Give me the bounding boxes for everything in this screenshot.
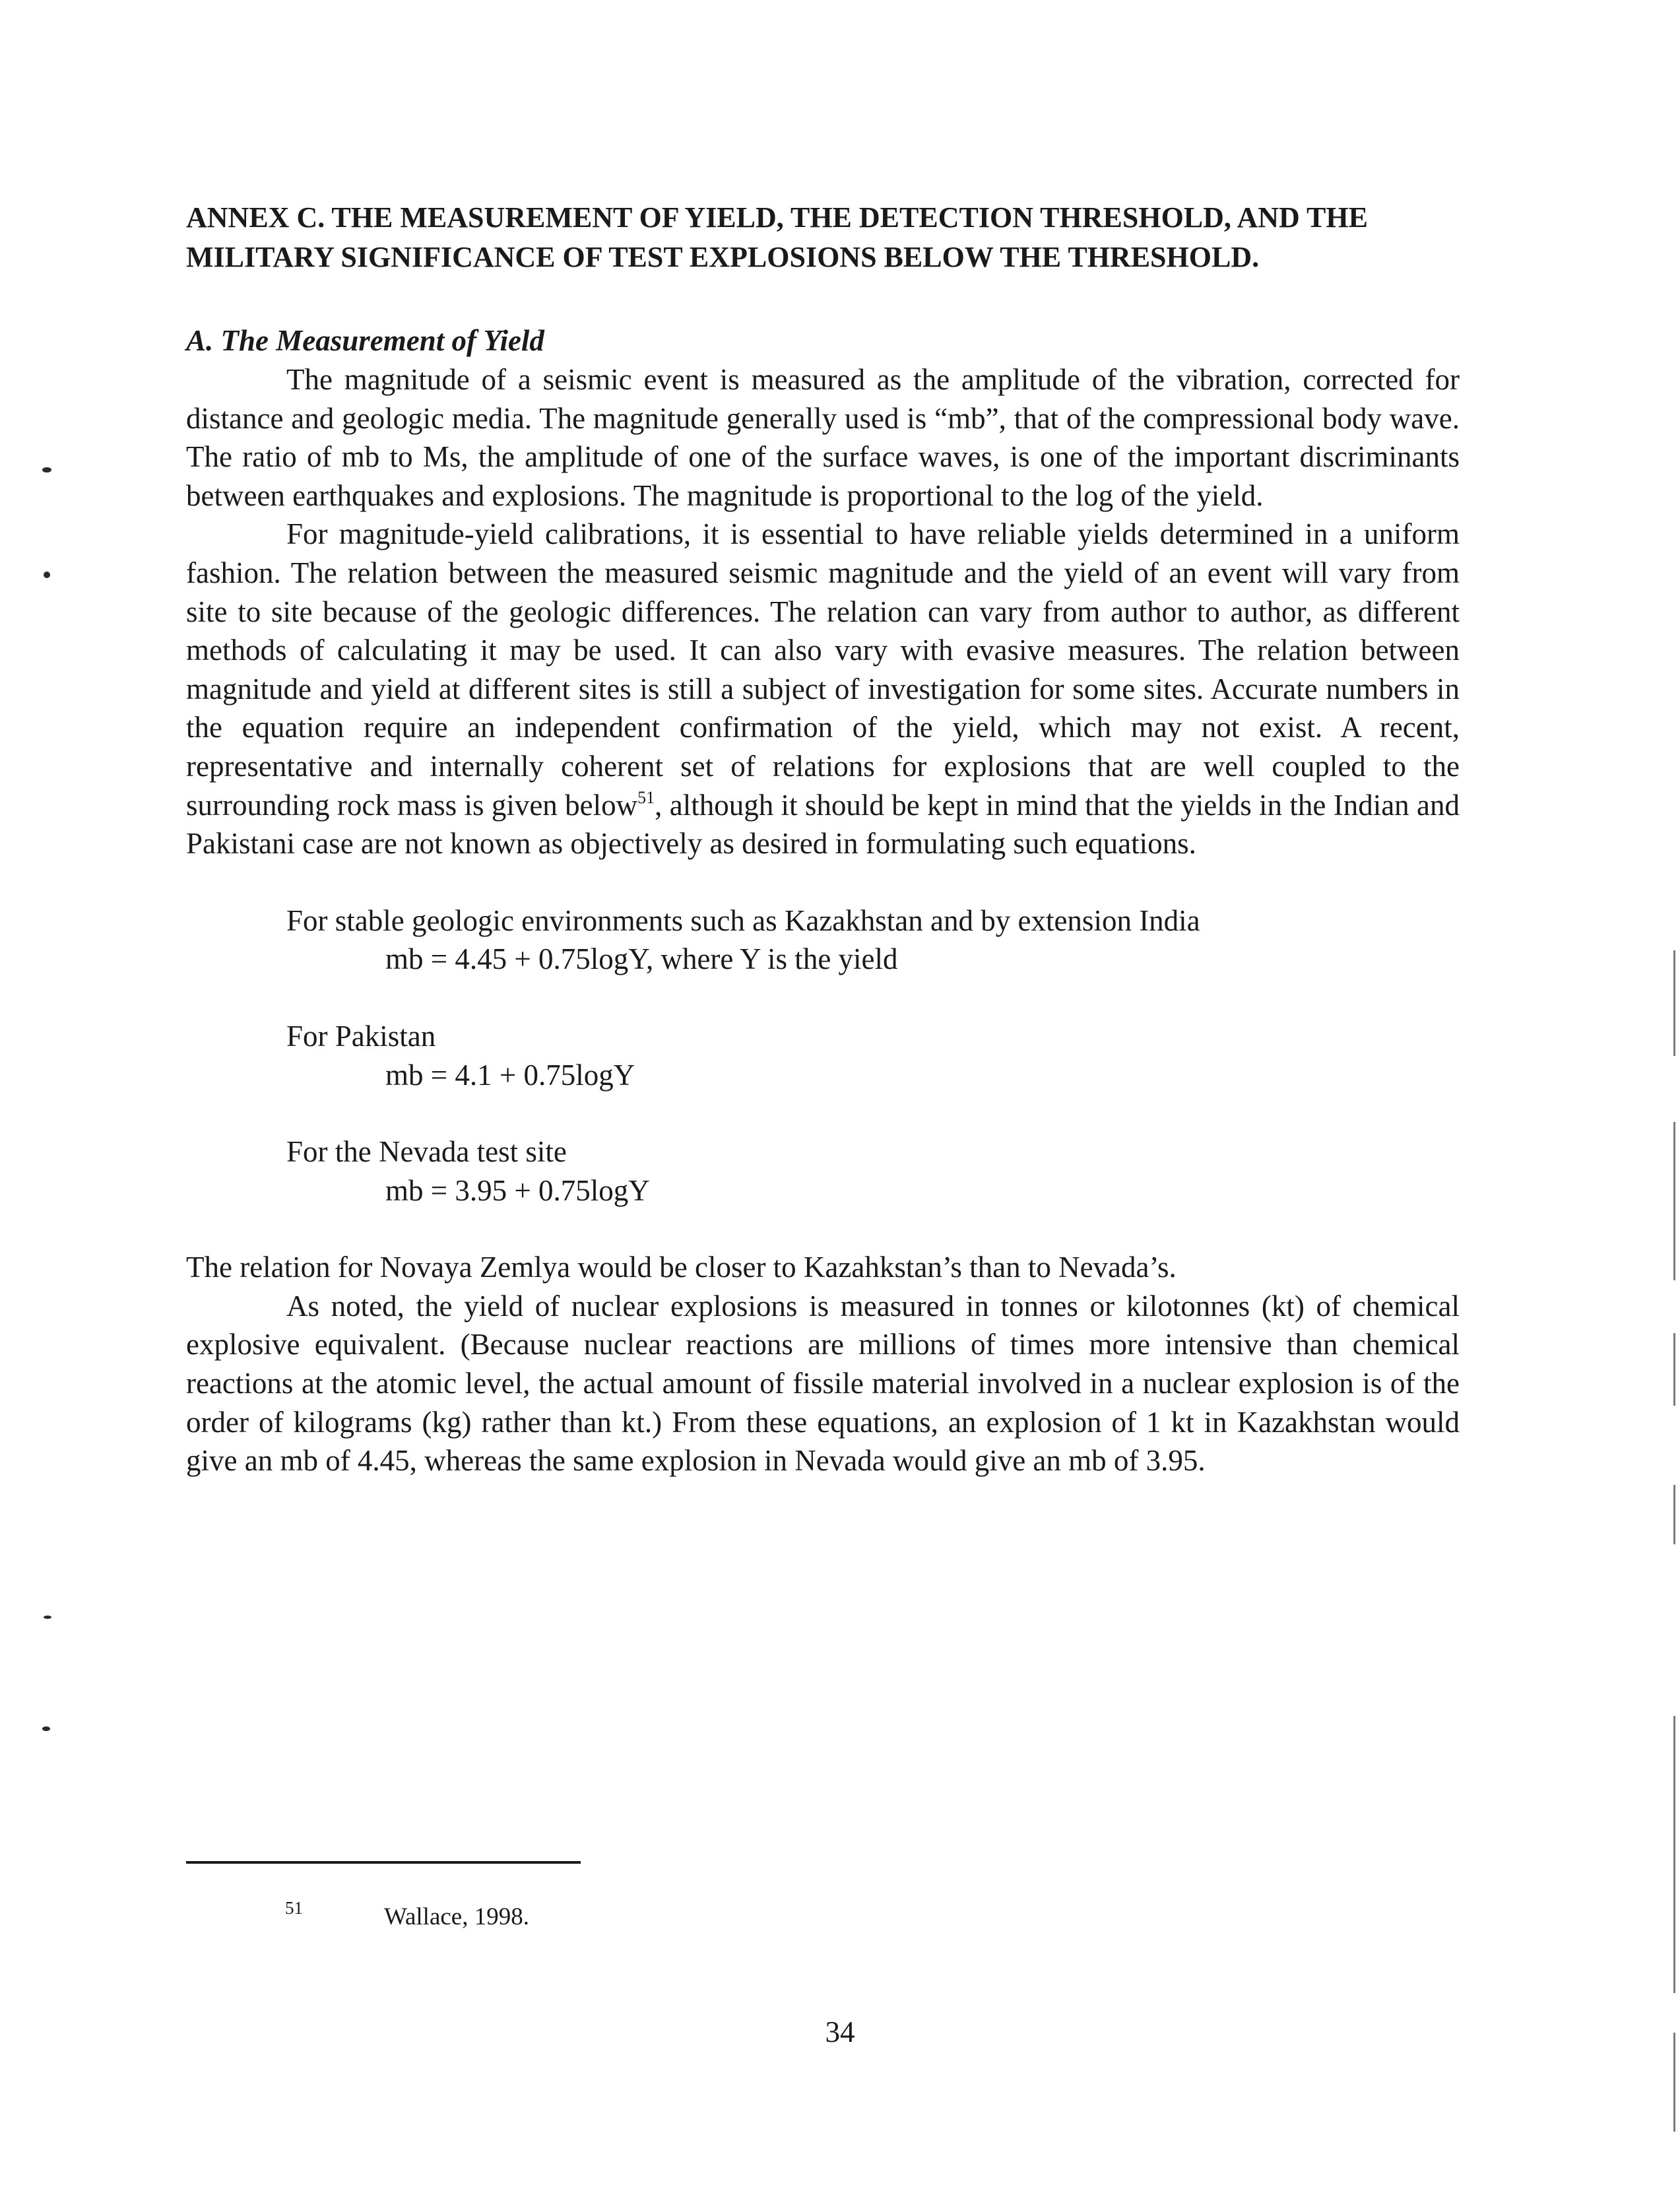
- footnote-marker: 51: [285, 1898, 303, 1918]
- paragraph-magnitude-yield-calibration: [186, 515, 1460, 863]
- equation-formula: mb = 3.95 + 0.75logY: [385, 1173, 650, 1207]
- section-heading: A. The Measurement of Yield: [186, 324, 544, 357]
- paragraph-text-part: For magnitude-yield calibrations, it is essential to have reliable yields determined in a uniform fashion. The relation between the measured seismic magnitude and the yield of an event will vary from site to site because of the geologic differences. The relation can vary from author to author, as different methods of calculating it may be used. It can also vary with evasive measures. The relation between magnitude and yield at different sites is still a subject of investigation for some sites. Accurate numbers in the equation require an independent confirmation of the yield, which may not exist. A recent, representative and internally coherent set of relations for explosions that are well coupled to the surrounding rock mass is given below: [186, 517, 1460, 822]
- equation-formula: mb = 4.1 + 0.75logY: [385, 1058, 635, 1092]
- scan-mark: [42, 467, 51, 473]
- paragraph-magnitude-definition: The magnitude of a seismic event is measured as the amplitude of the vibration, corrected for distance and geologic media. The magnitude generally used is “mb”, that of the compressional body wave. The ratio of mb to Ms, the amplitude of one of the surface waves, is one of the important discriminants between earthquakes and explosions. The magnitude is proportional to the log of the yield.: [186, 363, 1460, 512]
- equation-block-pakistan: [286, 1017, 1460, 1094]
- scan-edge-line: [1673, 1122, 1675, 1280]
- paragraph-text-part: , although it should be kept in mind that the yields in the Indian and Pakistani case are not known as objectively as desired in formulating such equations.: [186, 788, 1460, 861]
- scan-edge-line: [1673, 1485, 1675, 1544]
- scan-edge-line: [1673, 1716, 1675, 1993]
- scan-edge-line: [1673, 1333, 1675, 1406]
- page-number: 34: [825, 2016, 855, 2049]
- equation-block-kazakhstan: [286, 902, 1460, 979]
- scan-mark: [44, 1616, 51, 1619]
- page-body: [186, 198, 1460, 1480]
- equation-label: For Pakistan: [286, 1019, 436, 1053]
- footnote-text: Wallace, 1998.: [384, 1903, 529, 1930]
- scan-mark: [42, 1726, 50, 1731]
- paragraph-yield-units: As noted, the yield of nuclear explosions is measured in tonnes or kilotonnes (kt) of chemical explosive equivalent. (Because nuclear reactions are millions of times more intensive than chemical reactions at the atomic level, the actual amount of fissile material involved in a nuclear explosion is of the order of kilograms (kg) rather than kt.) From these equations, an explosion of 1 kt in Kazakhstan would give an mb of 4.45, whereas the same explosion in Nevada would give an mb of 3.95.: [186, 1289, 1460, 1478]
- footnote-reference[interactable]: 51: [637, 787, 655, 807]
- scan-edge-line: [1673, 2033, 1675, 2132]
- scan-edge-line: [1673, 950, 1675, 1056]
- equation-formula: mb = 4.45 + 0.75logY, where Y is the yield: [385, 942, 898, 976]
- equation-label: For stable geologic environments such as Kazakhstan and by extension India: [286, 903, 1200, 937]
- equation-label: For the Nevada test site: [286, 1135, 567, 1169]
- footnote-divider: [186, 1861, 581, 1864]
- annex-title: ANNEX C. THE MEASUREMENT OF YIELD, THE DETECTION THRESHOLD, AND THE MILITARY SIGNIFICANCE OF TEST EXPLOSIONS BELOW THE THRESHOLD.: [186, 201, 1368, 273]
- scan-mark: [44, 572, 50, 578]
- equation-block-nevada: [286, 1132, 1460, 1210]
- paragraph-novaya-zemlya: The relation for Novaya Zemlya would be closer to Kazahkstan’s than to Nevada’s.: [186, 1251, 1177, 1284]
